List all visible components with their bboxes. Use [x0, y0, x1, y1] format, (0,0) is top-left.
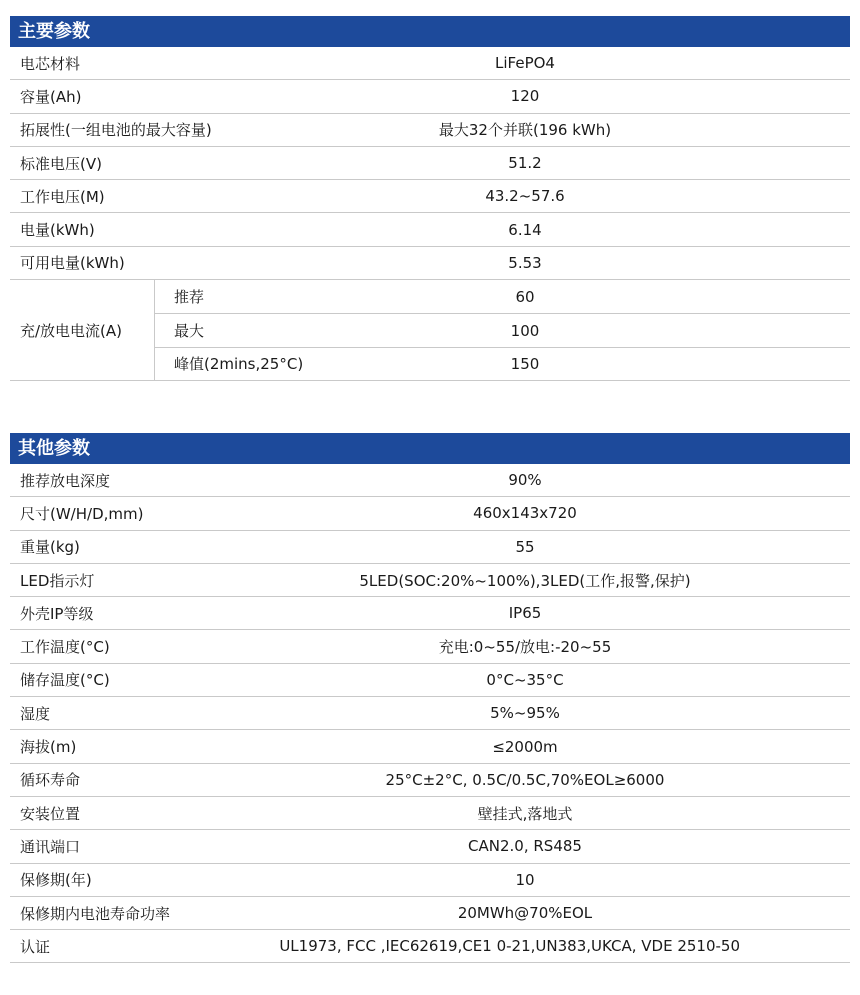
row-value: 20MWh@70%EOL — [457, 904, 593, 922]
row-value: 55 — [515, 537, 535, 556]
row-label: 工作温度(°C) — [20, 638, 110, 657]
group-rows — [155, 280, 850, 380]
row-label: 拓展性(一组电池的最大容量) — [20, 121, 212, 140]
sub-label: 推荐 — [174, 288, 205, 307]
table-row — [10, 930, 850, 963]
table-row — [10, 597, 850, 630]
row-label: 认证 — [20, 937, 51, 956]
row-label: 保修期(年) — [20, 871, 92, 890]
row-value: 最大32个并联(196 kWh) — [438, 121, 612, 140]
table-row — [10, 213, 850, 246]
table-row — [10, 764, 850, 797]
row-label: 工作电压(M) — [20, 187, 105, 206]
row-label: 推荐放电深度 — [20, 471, 111, 490]
table-row — [10, 464, 850, 497]
row-value: CAN2.0, RS485 — [468, 837, 582, 856]
table-row — [10, 797, 850, 830]
row-value: 25°C±2°C, 0.5C/0.5C,70%EOL≥6000 — [385, 770, 665, 789]
table-row — [10, 630, 850, 663]
row-label: 安装位置 — [20, 804, 81, 823]
row-label: 循环寿命 — [20, 771, 81, 790]
table-row — [10, 564, 850, 597]
row-value: LiFePO4 — [495, 54, 555, 73]
table-row — [10, 180, 850, 213]
row-value: 5%~95% — [490, 704, 560, 723]
row-value: 120 — [510, 87, 540, 106]
section-title: 主要参数 — [10, 16, 850, 47]
table-row — [10, 730, 850, 763]
table-row — [155, 347, 850, 380]
row-label: 可用电量(kWh) — [20, 254, 125, 273]
row-value: 6.14 — [508, 220, 542, 239]
table-row — [10, 664, 850, 697]
row-label: 重量(kg) — [20, 538, 80, 557]
main-params-section — [10, 16, 850, 381]
table-row — [155, 280, 850, 313]
row-value: UL1973, FCC ,IEC62619,CE1 0-21,UN383,UKCA, VDE 2510-50 — [279, 937, 740, 956]
row-value: 0°C~35°C — [486, 670, 564, 689]
table-row — [10, 47, 850, 80]
row-value: 100 — [510, 321, 540, 340]
row-value: 43.2~57.6 — [485, 187, 565, 206]
row-label: 电芯材料 — [20, 54, 81, 73]
row-value: 150 — [510, 354, 540, 373]
other-params-section — [10, 433, 850, 963]
table-row — [10, 80, 850, 113]
table-row — [10, 697, 850, 730]
row-label: 储存温度(°C) — [20, 671, 110, 690]
table-row — [10, 830, 850, 863]
row-value: 10 — [515, 870, 535, 889]
table-row — [10, 147, 850, 180]
row-value: 5.53 — [508, 253, 542, 272]
table-row — [155, 313, 850, 346]
row-label: 海拔(m) — [20, 738, 77, 757]
sub-label: 最大 — [174, 322, 205, 341]
table-row — [10, 531, 850, 564]
row-value: ≤2000m — [492, 737, 558, 756]
row-value: 90% — [508, 471, 542, 490]
group-label: 充/放电电流(A) — [10, 280, 155, 380]
row-value: 5LED(SOC:20%~100%),3LED(工作,报警,保护) — [359, 571, 691, 590]
row-label: 标准电压(V) — [20, 154, 102, 173]
row-value: 60 — [515, 287, 535, 306]
row-value: IP65 — [508, 604, 542, 623]
current-group — [10, 280, 850, 381]
row-label: 容量(Ah) — [20, 87, 82, 106]
row-value: 充电:0~55/放电:-20~55 — [438, 638, 612, 657]
row-label: 湿度 — [20, 704, 51, 723]
sub-label: 峰值(2mins,25°C) — [174, 355, 304, 374]
row-value: 460x143x720 — [473, 504, 577, 523]
row-label: 尺寸(W/H/D,mm) — [20, 504, 144, 523]
row-value: 壁挂式,落地式 — [477, 804, 573, 823]
table-row — [10, 864, 850, 897]
row-label: 保修期内电池寿命功率 — [20, 904, 171, 923]
table-row — [10, 897, 850, 930]
table-row — [10, 247, 850, 280]
row-label: 电量(kWh) — [20, 221, 95, 240]
table-row — [10, 114, 850, 147]
row-label: 外壳IP等级 — [20, 604, 94, 623]
row-label: LED指示灯 — [20, 571, 95, 590]
table-row — [10, 497, 850, 530]
row-label: 通讯端口 — [20, 837, 81, 856]
section-title: 其他参数 — [10, 433, 850, 464]
row-value: 51.2 — [508, 154, 542, 173]
